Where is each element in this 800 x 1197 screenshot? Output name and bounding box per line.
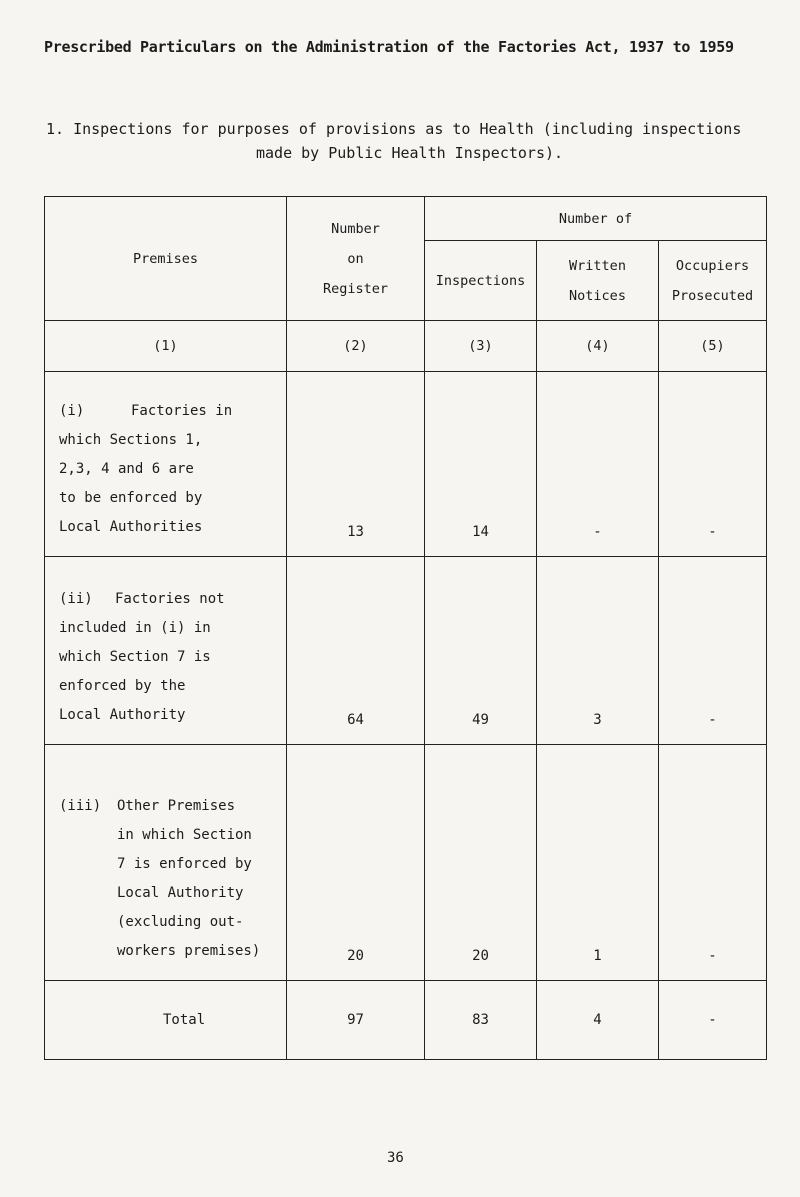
column-number-row (45, 321, 767, 372)
header-register-line3: Register (322, 280, 389, 297)
column-number: (2) (287, 321, 425, 372)
premises-desc-line: 7 is enforced by (117, 856, 252, 872)
inspections-table (44, 196, 767, 1060)
document-title: Prescribed Particulars on the Administration of the Factories Act, 1937 to 1959 (44, 38, 734, 56)
header-prosecuted-line2: Prosecuted (671, 287, 754, 304)
premises-cell (45, 745, 287, 981)
header-number-of: Number of (425, 197, 767, 241)
premises-desc-line: workers premises) (117, 943, 261, 959)
header-notices-line2: Notices (569, 287, 626, 304)
premises-desc-line: which Sections 1, (59, 432, 203, 448)
inspections-value: 20 (425, 745, 537, 981)
premises-desc-first: Other Premises (117, 798, 236, 814)
notices-value: - (537, 372, 659, 557)
header-written-notices (537, 241, 659, 321)
total-register: 97 (287, 981, 425, 1060)
column-number: (3) (425, 321, 537, 372)
total-row (45, 981, 767, 1060)
row-number: (ii) (59, 591, 93, 607)
column-number: (4) (537, 321, 659, 372)
premises-desc-line: Local Authority (117, 885, 244, 901)
premises-desc-line: which Section 7 is (59, 649, 211, 665)
table-row (45, 557, 767, 745)
total-label: Total (45, 981, 287, 1060)
premises-desc-line: to be enforced by (59, 490, 203, 506)
notices-value: 1 (537, 745, 659, 981)
inspections-value: 49 (425, 557, 537, 745)
table-row (45, 372, 767, 557)
column-number: (5) (659, 321, 767, 372)
register-value: 20 (287, 745, 425, 981)
premises-desc-line: Local Authority (59, 707, 186, 723)
premises-desc-first: Factories not (115, 591, 225, 607)
prosecuted-value: - (659, 745, 767, 981)
register-value: 13 (287, 372, 425, 557)
premises-desc-first: Factories in (131, 403, 233, 419)
section-heading (46, 117, 776, 165)
premises-cell (45, 372, 287, 557)
table-row (45, 745, 767, 981)
total-notices: 4 (537, 981, 659, 1060)
header-occupiers-prosecuted (659, 241, 767, 321)
premises-desc-line: included in (i) in (59, 620, 211, 636)
total-prosecuted: - (659, 981, 767, 1060)
inspections-value: 14 (425, 372, 537, 557)
page-number: 36 (387, 1150, 404, 1166)
header-premises: Premises (45, 197, 287, 321)
premises-cell (45, 557, 287, 745)
section-heading-line1: 1. Inspections for purposes of provisions as to Health (including inspections (46, 120, 742, 138)
premises-desc-line: enforced by the (59, 678, 186, 694)
header-register (287, 197, 425, 321)
header-register-line2: on (347, 250, 364, 267)
register-value: 64 (287, 557, 425, 745)
header-register-line1: Number (331, 220, 380, 237)
prosecuted-value: - (659, 372, 767, 557)
total-inspections: 83 (425, 981, 537, 1060)
header-notices-line1: Written (569, 257, 626, 274)
header-prosecuted-line1: Occupiers (675, 257, 750, 274)
premises-desc-line: (excluding out- (117, 914, 244, 930)
premises-desc-line: 2,3, 4 and 6 are (59, 461, 194, 477)
row-number: (iii) (59, 798, 102, 814)
prosecuted-value: - (659, 557, 767, 745)
column-number: (1) (45, 321, 287, 372)
section-heading-line2: made by Public Health Inspectors). (256, 144, 564, 162)
premises-desc-line: in which Section (117, 827, 252, 843)
premises-desc-line: Local Authorities (59, 519, 203, 535)
header-inspections: Inspections (425, 241, 537, 321)
row-number: (i) (59, 403, 85, 419)
notices-value: 3 (537, 557, 659, 745)
